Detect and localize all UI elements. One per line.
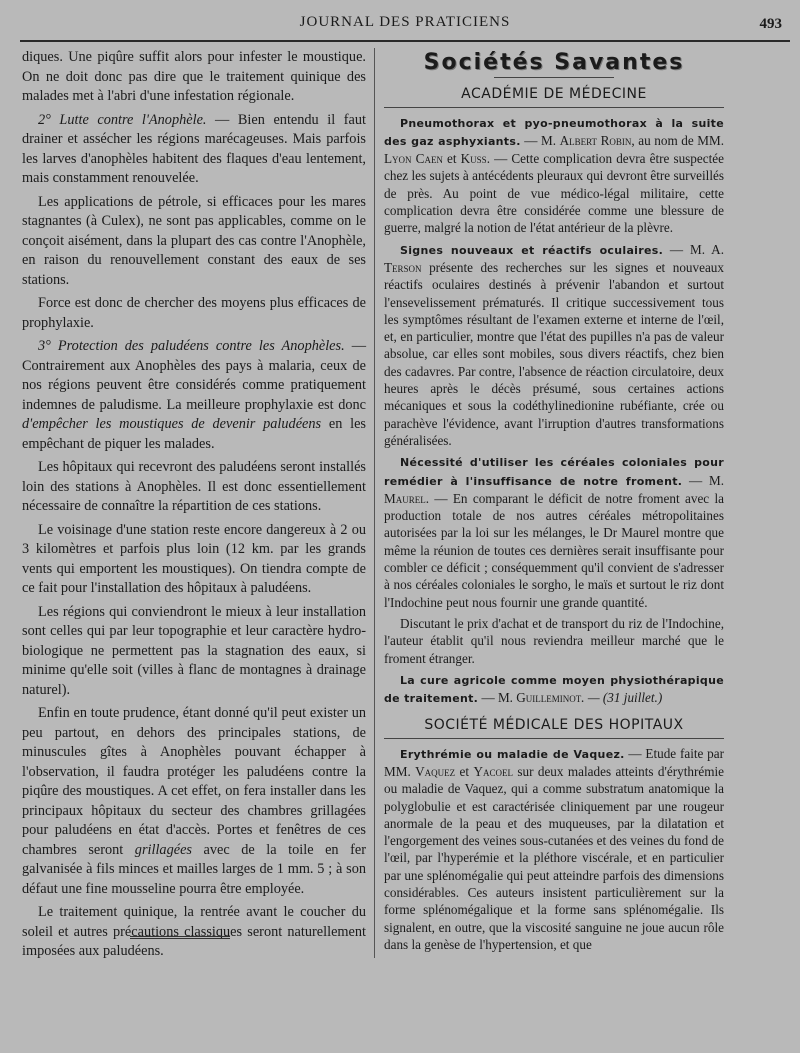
entry-text: . — En comparant le déficit de notre froment avec la production totale de nos autres céréales métropolitaines autorisées par la loi sur les mélanges, le Dr Maurel montre que même la réunion de toutes ces dernières serait insuffisante pour combler ce déficit ; conséquemment qu'il convient de s'adresser à nos céréales coloniales le sorgho, le maïs et surtout le riz dont l'Indochine peut nous fournir une grande quantité. <box>384 490 724 610</box>
paragraph <box>22 337 366 454</box>
report-entry <box>384 671 724 708</box>
paragraph: Les applications de pétrole, si efficaces pour les mares stagnantes (à Culex), ne sont pas applicables, comme on le conçoit aisément, dans la plupart des cas contre l'Anophèle, en raison du renouvellement constant des eaux de ses stations. <box>22 193 366 288</box>
entry-text: — M. <box>478 690 517 706</box>
paragraph: Le traitement quinique, la rentrée avant le coucher du soleil et autres précautions classiques seront naturellement imposées aux paludéens. <box>22 904 366 959</box>
report-entry <box>384 114 724 237</box>
journal-title: JOURNAL DES PRATICIENS <box>299 14 511 30</box>
page-header <box>20 10 790 42</box>
paragraph: Force est donc de chercher des moyens plus efficaces de prophylaxie. <box>22 295 366 331</box>
author-name: Guilleminot <box>516 690 582 706</box>
left-column <box>22 48 366 966</box>
author-name: Terson <box>384 259 422 275</box>
author-name: Kuss <box>460 151 487 167</box>
paragraph: Les régions qui conviendront le mieux à leur installation sont celles qui par leur topographie et leur caractère hydro-biologique ne permettent pas la stagnation des eaux, si minime qu'elle soit (villes à flanc de montagnes à drainage naturel). <box>22 603 366 698</box>
title-rule <box>494 77 614 78</box>
report-entry <box>384 745 724 954</box>
entry-title: Pneumothorax et pyo-pneumothorax à la suite des gaz asphyxiants. <box>384 116 724 148</box>
entry-title: Erythrémie ou maladie de Vaquez. <box>400 747 625 761</box>
entry-text: sur deux malades atteints d'érythrémie ou maladie de Vaquez, qui a comme substratum anatomique la polyglobulie et est caractérisée cliniquement par une rougeur anormale de la peau et des muqueuses, par la dilatation et l'engorgement des veines sous-cutanées et des veines du fond de l'œil, par l'hyperémie et la pléthore viscérale, et en particulier par une splénomégalie qui peut atteindre parfois des dimensions considérables. Ces auteurs insistent particulièrement sur la forme splénomégalique et la forme sans splénomégalie. Ils signalent, en outre, que la viscosité sanguine ne joue aucun rôle dans la genèse de l'hypertension, et que <box>384 763 725 952</box>
right-column <box>384 50 724 957</box>
entry-text: — M. <box>520 132 560 148</box>
paragraph: Discutant le prix d'achat et de transport du riz de l'Indochine, l'auteur établit qu'il nous reviendra meilleur marché que le froment étranger. <box>384 615 724 666</box>
author-name: Yacoel <box>473 763 513 779</box>
entry-text: et <box>442 151 461 167</box>
society-title: ACADÉMIE DE MÉDECINE <box>384 86 724 107</box>
entry-title: La cure agricole comme moyen physiothérapique de traitement. <box>384 673 724 706</box>
entry-title: Nécessité d'utiliser les céréales coloniales pour remédier à l'insuffisance de notre froment. <box>384 456 724 488</box>
column-divider <box>374 48 375 958</box>
paragraph-text: en les empêchant de piquer les malades. <box>22 416 366 452</box>
paragraph: diques. Une piqûre suffit alors pour infester le moustique. On ne doit donc pas dire que le traitement quinique des malades met à l'abri d'une infestation régionale. <box>22 49 366 104</box>
subsection-heading: 3° Protection des paludéens contre les Anophèles. <box>38 338 345 354</box>
entry-text: — Etude faite par MM. <box>384 745 724 779</box>
author-name: Vaquez <box>415 763 456 779</box>
subsection-heading: 2° Lutte contre l'Anophèle. <box>38 111 207 128</box>
author-name: Lyon Caen <box>384 151 443 167</box>
section-title: Sociétés Savantes <box>423 50 685 75</box>
author-name: Maurel <box>384 490 426 506</box>
report-entry <box>384 453 724 611</box>
entry-text: — M. <box>682 472 725 488</box>
entry-text: , au nom de MM. <box>631 132 724 148</box>
report-entry <box>384 241 724 450</box>
entry-text: présente des recherches sur les signes et nouveaux réactifs oculaires destinés à prévenir l'abandon et surtout l'ensevelissement prématurés. Il critique successivement tous les symptômes résultant de l'examen externe et interne de l'œil, et, en particulier, montre que l'état des pupilles n'a pas de valeur absolue, car elles sont mobiles, sous divers réactifs, chez bien des cadavres. Par contre, l'absence de réaction circulatoire, deux heures après le décès présumé, sous certaines actions mécaniques et sous la codéthylinedionine rubéfiante, crée ou parachève l'évidence, avant l'irruption d'autres transformations généralisées. <box>384 259 724 448</box>
paragraph-text: Enfin en toute prudence, étant donné qu'il peut exister un peu partout, en dehors des principales stations, de minuscules gîtes à Anophèles pouvant échapper à l'observation, il faudra protéger les paludéens contre la piqûre des moustiques. A cet effet, on fera installer dans les principaux hôpitaux du secteur des chambres grillagées pour paludéens en état d'accès. Portes et fenêtres de ces chambres seront <box>22 705 366 858</box>
entry-title: Signes nouveaux et réactifs oculaires. <box>400 243 664 257</box>
paragraph <box>22 111 366 189</box>
italic-emphasis: d'empêcher les moustiques de devenir paludéens <box>22 416 322 432</box>
author-name: Albert Robin <box>559 132 632 148</box>
paragraph: Le voisinage d'une station reste encore dangereux à 2 ou 3 kilomètres et parfois plus loin (12 km. par les grands vents qui emportent les moustiques). On tiendra compte de ce fait pour l'installation des hôpitaux à paludéens. <box>22 521 366 596</box>
society-title: SOCIÉTÉ MÉDICALE DES HOPITAUX <box>384 717 724 738</box>
entry-date: . — (31 juillet.) <box>581 690 663 706</box>
paragraph-text: — Contrairement aux Anophèles des pays à malaria, ceux de nos régions peuvent être considérés comme pratiquement indemnes de paludisme. La meilleure prophylaxie est donc <box>22 338 367 413</box>
italic-emphasis: grillagées <box>134 841 192 858</box>
paragraph <box>22 704 366 899</box>
end-rule <box>130 936 230 939</box>
entry-text: . — Cette complication devra être suspectée chez les sujets à antécédents pleuraux qui devront être surveillés de près. Au point de vue médico-légal militaire, cette complication devra être considérée comme une blessure de guerre, malgré la notion de l'état antérieur de la plèvre. <box>384 151 724 236</box>
paragraph: Les hôpitaux qui recevront des paludéens seront installés loin des stations à Anophèles. Il est donc essentiellement nécessaire de connaître la répartition de ces stations. <box>22 459 366 514</box>
entry-text: et <box>455 763 474 779</box>
paragraph-text: — Bien entendu il faut drainer et assécher les régions marécageuses. Mais parfois les larves d'anophèles habitent des flaques d'eau lentement, mais constamment renouvelée. <box>22 111 366 186</box>
entry-text: — M. A. <box>663 241 724 257</box>
header-rule <box>20 40 790 42</box>
page-number: 493 <box>759 16 782 32</box>
paragraph-text: avec de la toile en fer galvanisée à fils minces et mailles larges de 1 mm. 5 ; à son défaut une fine mousseline pourra être employée. <box>22 841 366 897</box>
